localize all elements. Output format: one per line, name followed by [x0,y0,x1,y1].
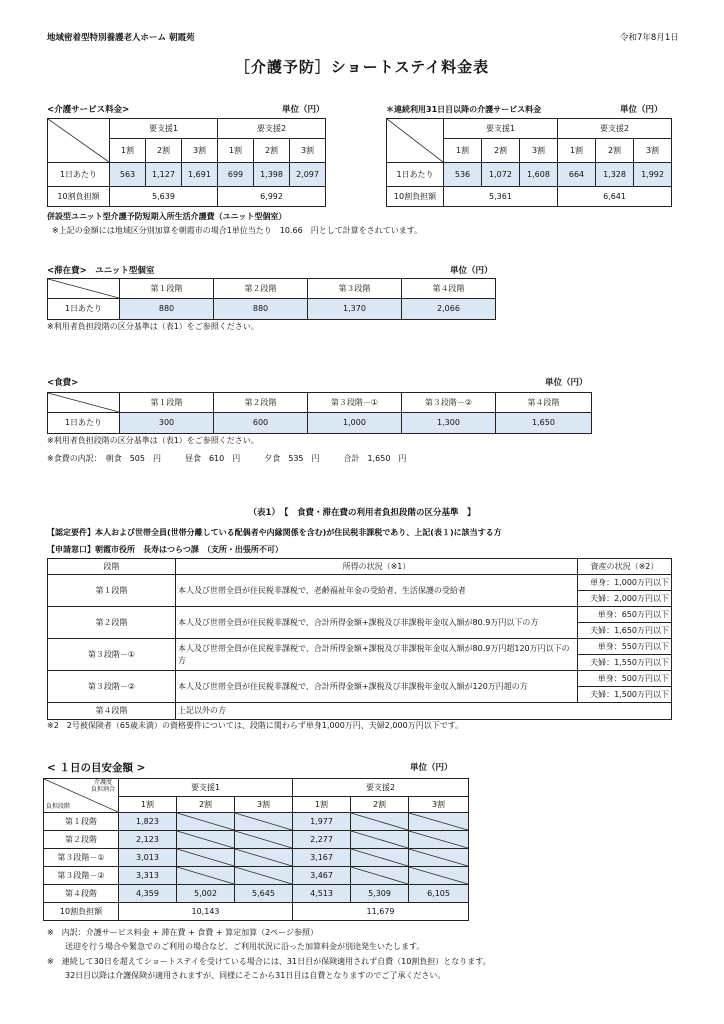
corner-cell [44,779,119,813]
col-stage: 第３段階 [308,279,402,299]
stage-cell: 第４段階 [48,703,176,720]
asset-single: 単身：1,000万円以下 [578,575,672,591]
facility-name: 地域密着型特別養護老人ホーム 朝霞苑 [47,33,195,43]
table1-note2: ※2 2号被保険者（65歳未満）の資格要件については、段階に関わらず単身1,000万円、夫婦2,000万円以下です。 [47,721,464,730]
value-cell: 3,467 [293,867,351,885]
value-cell: 1,823 [119,813,177,831]
row-label-daily: 1日あたり [387,163,444,187]
value-cell: 2,097 [290,163,326,187]
value-cell: 300 [120,413,214,434]
burden-stage-table [47,558,672,720]
value-cell: 699 [218,163,254,187]
footer-note-2b: 32日目以降は介護保険が適用されますが、同様にそこから31日目は自費となりますのでご了承ください。 [65,971,446,980]
page-title: ［介護予防］ショートステイ料金表 [234,58,490,76]
corner-ratio-label: 負担割合 [90,785,115,793]
col-stage: 第２段階 [214,279,308,299]
service-heading: <介護サービス料金> [47,105,130,115]
value-cell: 1,127 [146,163,182,187]
value-cell: 5,645 [235,885,293,903]
total-support1: 5,361 [444,187,558,207]
stage-cell: 第２段階 [48,607,176,639]
row-label-daily: 1日あたり [48,163,110,187]
ratio-3: 3割 [235,797,293,813]
not-applicable-cell [177,813,235,831]
not-applicable-cell [235,849,293,867]
value-cell: 1,000 [308,413,402,434]
total-support1: 10,143 [119,903,293,921]
col-support1: 要支援1 [110,119,218,139]
value-cell: 4,359 [119,885,177,903]
value-cell: 1,650 [496,413,592,434]
row-label-total: 10割負担額 [44,903,119,921]
ratio-1: 1割 [110,139,146,163]
value-cell: 4,513 [293,885,351,903]
not-applicable-cell [351,813,409,831]
asset-couple: 夫婦：2,000万円以下 [578,591,672,607]
stay-note: ※利用者負担段階の区分基準は（表1）をご参照ください。 [47,322,259,331]
stage-cell: 第３段階－② [44,867,119,885]
col-stage: 第３段階－① [308,393,402,413]
row-label-daily: 1日あたり [48,413,120,434]
corner-care-label: 介護度 [93,779,112,786]
ratio-1: 1割 [218,139,254,163]
stage-cell: 第１段階 [48,575,176,607]
not-applicable-cell [235,831,293,849]
col-stage: 第４段階 [496,393,592,413]
col-stage: 第３段階－② [402,393,496,413]
income-cell: 本人及び世帯全員が住民税非課税で、合計所得金額+課税及び非課税年金収入額が80.9万円以下の方 [176,607,578,639]
ratio-2: 2割 [482,139,520,163]
ratio-2: 2割 [177,797,235,813]
stage-cell: 第１段階 [44,813,119,831]
table1-window: 【申請窓口】朝霞市役所 長寿はつらつ課 （支所・出張所不可） [47,545,283,554]
value-cell: 880 [214,299,308,320]
not-applicable-cell [409,867,469,885]
not-applicable-cell [351,849,409,867]
daily-heading: < １日の目安金額 > [47,762,146,774]
stage-cell: 第２段階 [44,831,119,849]
income-cell: 本人及び世帯全員が住民税非課税で、合計所得金額+課税及び非課税年金収入額が80.9万円超120万円以下の方 [176,639,578,671]
stage-cell: 第３段階－① [44,849,119,867]
value-cell: 2,123 [119,831,177,849]
value-cell: 1,691 [182,163,218,187]
daily-unit: 単位（円） [410,763,453,773]
ratio-3: 3割 [634,139,672,163]
service-unit: 単位（円） [282,105,325,115]
value-cell: 3,013 [119,849,177,867]
value-cell: 536 [444,163,482,187]
meal-unit: 単位（円） [545,378,588,388]
header-stage: 段階 [48,559,176,575]
ratio-2: 2割 [254,139,290,163]
income-cell: 上記以外の方 [176,703,672,720]
value-cell: 1,370 [308,299,402,320]
document-date: 令和7年8月1日 [620,33,679,43]
col-support2: 要支援2 [293,779,469,797]
col-stage: 第１段階 [120,279,214,299]
value-cell: 1,608 [520,163,558,187]
ratio-1: 1割 [119,797,177,813]
value-cell: 1,398 [254,163,290,187]
col-stage: 第２段階 [214,393,308,413]
row-label-daily: 1日あたり [48,299,120,320]
corner-cell [48,393,120,413]
not-applicable-cell [177,867,235,885]
row-label-total: 10割負担額 [48,187,110,207]
value-cell: 3,167 [293,849,351,867]
ratio-1: 1割 [444,139,482,163]
stay-unit: 単位（円） [450,266,493,276]
table1-title: （表1） 【 食費・滞在費の利用者負担段階の区分基準 】 [248,508,476,518]
value-cell: 3,313 [119,867,177,885]
corner-cell [48,119,110,163]
col-support2: 要支援2 [218,119,326,139]
meal-heading: <食費> [47,378,79,388]
meal-fee-table [47,392,592,434]
corner-cell [387,119,444,163]
value-cell: 1,328 [596,163,634,187]
income-cell: 本人及び世帯全員が住民税非課税で、老齢福祉年金の受給者、生活保護の受給者 [176,575,578,607]
value-cell: 1,977 [293,813,351,831]
total-support2: 6,992 [218,187,326,207]
daily-estimate-table [43,778,469,921]
footer-note-2a: ※ 連続して30日を超えてショートステイを受けている場合には、31日目が保険適用されず自費（10割負担）となります。 [47,957,491,966]
not-applicable-cell [409,813,469,831]
meal-breakdown: ※食費の内訳： 朝食 505 円 昼食 610 円 夕食 535 円 合計 1,650 円 [47,454,407,463]
col-stage: 第１段階 [120,393,214,413]
stay-fee-table [47,278,496,320]
asset-single: 単身：550万円以下 [578,639,672,655]
ratio-1: 1割 [293,797,351,813]
service31-unit: 単位（円） [620,105,663,115]
col-stage: 第４段階 [402,279,496,299]
col-support1: 要支援1 [444,119,558,139]
row-label-total: 10割負担額 [387,187,444,207]
footer-note-1b: 送迎を行う場合や緊急でのご利用の場合など、ご利用状況に沿った加算料金が別途発生いたします。 [65,942,425,951]
not-applicable-cell [351,831,409,849]
ratio-3: 3割 [290,139,326,163]
asset-single: 単身：650万円以下 [578,607,672,623]
value-cell: 2,277 [293,831,351,849]
ratio-1: 1割 [558,139,596,163]
not-applicable-cell [409,831,469,849]
header-income: 所得の状況（※1） [176,559,578,575]
total-support2: 11,679 [293,903,469,921]
service-note-2: ※上記の金額には地域区分別加算を朝霞市の場合1単位当たり 10.66 円として計算をされています。 [52,226,423,235]
not-applicable-cell [235,813,293,831]
not-applicable-cell [409,849,469,867]
service31-fee-table [386,118,672,207]
value-cell: 5,309 [351,885,409,903]
ratio-2: 2割 [351,797,409,813]
footer-note-1a: ※ 内訳：介護サービス料金 + 滞在費 + 食費 + 算定加算（2ページ参照） [47,928,318,937]
value-cell: 1,992 [634,163,672,187]
asset-couple: 夫婦：1,650万円以下 [578,623,672,639]
ratio-3: 3割 [182,139,218,163]
service-fee-table [47,118,326,207]
ratio-2: 2割 [146,139,182,163]
ratio-2: 2割 [596,139,634,163]
value-cell: 880 [120,299,214,320]
service-note-1: 併設型ユニット型介護予防短期入所生活介護費（ユニット型個室） [47,212,287,221]
asset-couple: 夫婦：1,550万円以下 [578,655,672,671]
value-cell: 600 [214,413,308,434]
corner-cell [48,279,120,299]
not-applicable-cell [235,867,293,885]
value-cell: 2,066 [402,299,496,320]
value-cell: 6,105 [409,885,469,903]
asset-single: 単身：500万円以下 [578,671,672,687]
asset-couple: 夫婦：1,500万円以下 [578,687,672,703]
col-support2: 要支援2 [558,119,672,139]
stay-heading: <滞在費> ユニット型個室 [47,266,155,276]
value-cell: 664 [558,163,596,187]
income-cell: 本人及び世帯全員が住民税非課税で、合計所得金額+課税及び非課税年金収入額が120万円超の方 [176,671,578,703]
not-applicable-cell [177,849,235,867]
table1-requirement: 【認定要件】本人および世帯全員(世帯分離している配偶者や内縁関係を含む)が住民税非課税であり、上記(表１)に該当する方 [47,528,502,537]
stage-cell: 第３段階－② [48,671,176,703]
service31-heading: ＊連続利用31日目以降の介護サービス料金 [386,105,542,114]
header-asset: 資産の状況（※2） [578,559,672,575]
stage-cell: 第３段階－① [48,639,176,671]
meal-note: ※利用者負担段階の区分基準は（表1）をご参照ください。 [47,436,259,445]
not-applicable-cell [177,831,235,849]
value-cell: 563 [110,163,146,187]
value-cell: 5,002 [177,885,235,903]
corner-stage-label: 負担段階 [46,802,71,810]
total-support1: 5,639 [110,187,218,207]
value-cell: 1,072 [482,163,520,187]
ratio-3: 3割 [409,797,469,813]
stage-cell: 第４段階 [44,885,119,903]
not-applicable-cell [351,867,409,885]
total-support2: 6,641 [558,187,672,207]
ratio-3: 3割 [520,139,558,163]
col-support1: 要支援1 [119,779,293,797]
value-cell: 1,300 [402,413,496,434]
